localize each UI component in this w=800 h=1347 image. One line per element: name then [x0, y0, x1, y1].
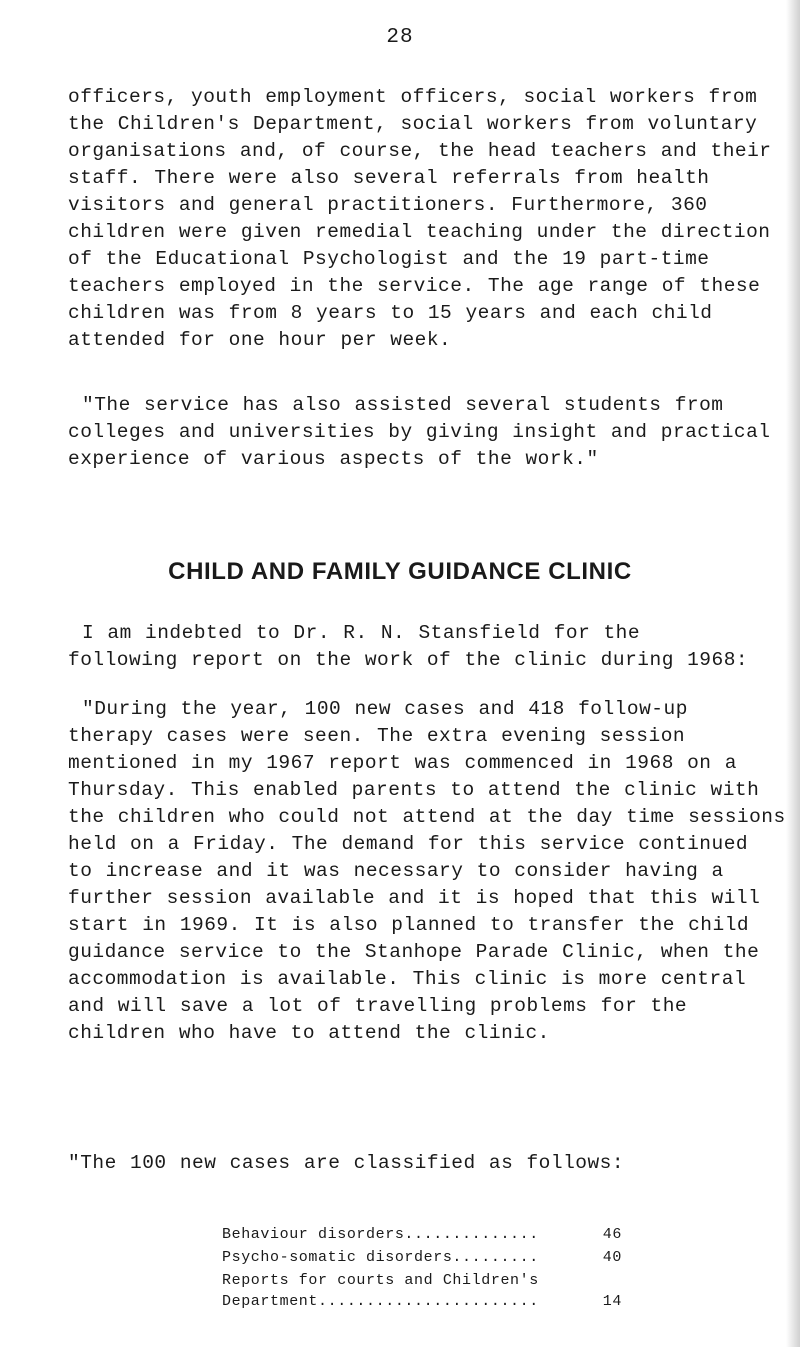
classification-list	[222, 1224, 642, 1314]
text-line: of the Educational Psychologist and the 19 part-time	[68, 248, 710, 270]
list-item-label: Reports for courts and Children's Department.......................	[222, 1272, 539, 1310]
list-item	[222, 1247, 642, 1268]
list-item	[222, 1270, 642, 1312]
text-line: start in 1969. It is also planned to transfer the child	[68, 914, 750, 936]
text-line: following report on the work of the clinic during 1968:	[68, 649, 749, 671]
text-line: guidance service to the Stanhope Parade Clinic, when the	[68, 941, 760, 963]
text-line: teachers employed in the service. The age range of these	[68, 275, 761, 297]
text-line: held on a Friday. The demand for this service continued	[68, 833, 749, 855]
text-line: "During the year, 100 new cases and 418 follow-up	[82, 698, 688, 720]
paragraph-referrals	[68, 84, 783, 354]
text-line: therapy cases were seen. The extra evening session	[68, 725, 686, 747]
scan-edge-shadow	[786, 0, 800, 1347]
text-line: children who have to attend the clinic.	[68, 1022, 550, 1044]
text-line: to increase and it was necessary to consider having a	[68, 860, 724, 882]
text-line: organisations and, of course, the head teachers and their	[68, 140, 772, 162]
text-line: the Children's Department, social workers from voluntary	[68, 113, 758, 135]
text-line: visitors and general practitioners. Furthermore, 360	[68, 194, 708, 216]
text-line: attended for one hour per week.	[68, 329, 452, 351]
list-item	[222, 1224, 642, 1245]
text-line: "The service has also assisted several students from	[82, 394, 724, 416]
text-line: staff. There were also several referrals from health	[68, 167, 710, 189]
list-item-value: 46	[602, 1226, 622, 1243]
section-heading: CHILD AND FAMILY GUIDANCE CLINIC	[168, 558, 632, 585]
text-line: accommodation is available. This clinic is more central	[68, 968, 747, 990]
paragraph-acknowledgement	[68, 620, 783, 674]
text-line: and will save a lot of travelling problems for the	[68, 995, 688, 1017]
text-line: further session available and it is hoped that this will	[68, 887, 761, 909]
list-item-value: 14	[602, 1293, 622, 1310]
text-line: mentioned in my 1967 report was commenced in 1968 on a	[68, 752, 737, 774]
paragraph-clinic-report	[68, 696, 786, 1047]
text-line: children were given remedial teaching under the direction	[68, 221, 771, 243]
text-line: the children who could not attend at the day time sessions	[68, 806, 786, 828]
text-line: colleges and universities by giving insight and practical	[68, 421, 771, 443]
list-item-value: 40	[602, 1249, 622, 1266]
text-line: experience of various aspects of the work."	[68, 448, 599, 470]
list-item-label: Behaviour disorders..............	[222, 1226, 539, 1243]
text-line: children was from 8 years to 15 years and each child	[68, 302, 713, 324]
paragraph-students	[68, 392, 783, 473]
text-line: officers, youth employment officers, social workers from	[68, 86, 758, 108]
list-item-label: Psycho-somatic disorders.........	[222, 1249, 539, 1266]
paragraph-classification-intro	[68, 1150, 783, 1177]
text-line: I am indebted to Dr. R. N. Stansfield for the	[82, 622, 641, 644]
text-line: Thursday. This enabled parents to attend the clinic with	[68, 779, 760, 801]
page-number: 28	[386, 26, 414, 49]
text-line: "The 100 new cases are classified as follows:	[68, 1152, 625, 1174]
